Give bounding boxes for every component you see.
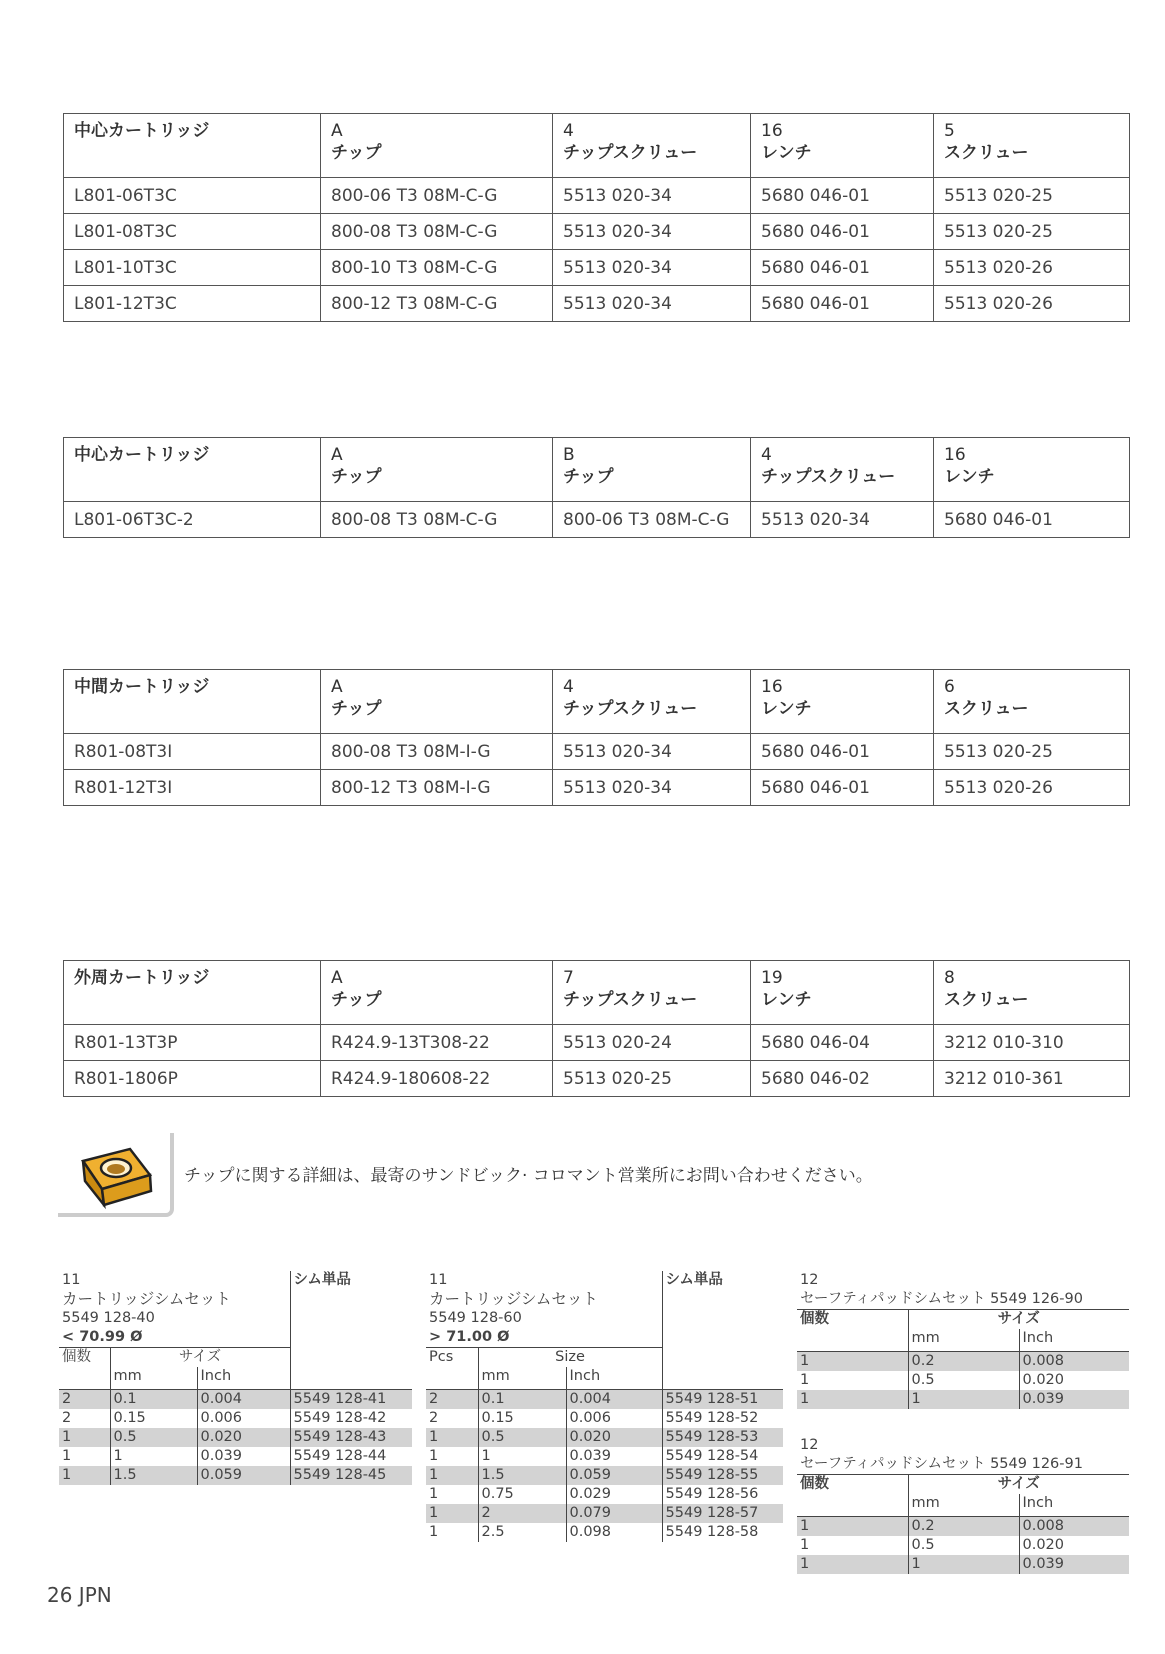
item-number: 5: [944, 121, 955, 141]
table-cell: R801-1806P: [64, 1061, 321, 1097]
set-code: 5549 128-60: [429, 1310, 522, 1326]
table-cell: 0.1: [478, 1390, 566, 1410]
table-cell: 0.006: [197, 1409, 290, 1428]
table-cell: 5549 128-57: [662, 1504, 783, 1523]
table-cell: 0.039: [1019, 1555, 1129, 1574]
table-row: [797, 1352, 1129, 1372]
set-title-cell: [797, 1290, 1129, 1310]
table-cell: 1: [426, 1504, 478, 1523]
table-cell: 5549 128-41: [290, 1390, 412, 1410]
table-cell: 5680 046-01: [751, 770, 934, 806]
table-cell: 0.2: [908, 1517, 1019, 1537]
table-cell: 0.059: [566, 1466, 662, 1485]
table-cell: 1: [426, 1466, 478, 1485]
table-cell: 5513 020-34: [553, 178, 751, 214]
qty-header: 個数: [797, 1310, 908, 1330]
table-cell: L801-12T3C: [64, 286, 321, 322]
table-row: [59, 1466, 412, 1485]
table-row: [59, 1428, 412, 1447]
table-cell: 0.5: [908, 1371, 1019, 1390]
column-label: チップ: [331, 990, 382, 1010]
column-header: [751, 114, 934, 178]
table-row: [64, 1061, 1130, 1097]
table-cell: 5513 020-24: [553, 1025, 751, 1061]
table-cell: 800-12 T3 08M-I-G: [321, 770, 553, 806]
table-cell: 5549 128-45: [290, 1466, 412, 1485]
table-cell: 0.5: [478, 1428, 566, 1447]
item-number: A: [331, 121, 343, 141]
table-cell: 5513 020-34: [751, 502, 934, 538]
table-cell: 800-08 T3 08M-C-G: [321, 214, 553, 250]
mm-header: mm: [908, 1329, 1019, 1352]
item-number: 4: [761, 445, 772, 465]
column-header: [934, 438, 1130, 502]
column-label: レンチ: [761, 699, 812, 719]
table-cell: 0.004: [197, 1390, 290, 1410]
inch-header: Inch: [566, 1367, 662, 1390]
page-number: 26 JPN: [47, 1583, 112, 1607]
table-row: [426, 1390, 783, 1410]
insert-chip-icon: [58, 1133, 174, 1217]
table-cell: 5549 128-44: [290, 1447, 412, 1466]
table-cell: 0.15: [110, 1409, 197, 1428]
table-row: [59, 1409, 412, 1428]
table-cell: 2: [59, 1390, 110, 1410]
table-cell: 5549 128-55: [662, 1466, 783, 1485]
set-num: 12: [800, 1437, 819, 1453]
table-cell: 5513 020-26: [934, 250, 1130, 286]
column-header: [321, 961, 553, 1025]
inch-header: Inch: [1019, 1494, 1129, 1517]
header-row: [64, 670, 1130, 734]
table-cell: 2: [426, 1390, 478, 1410]
set-title: カートリッジシムセット: [429, 1290, 598, 1308]
table-cell: 2: [62, 1410, 72, 1426]
table-cell: 0.020: [197, 1428, 290, 1447]
table-cell: 2: [478, 1504, 566, 1523]
table-cell: 5549 128-51: [662, 1390, 783, 1410]
table-cell: 800-10 T3 08M-C-G: [321, 250, 553, 286]
table-row: [64, 214, 1130, 250]
table-cell: R801-13T3P: [64, 1025, 321, 1061]
table-cell: 1: [908, 1390, 1019, 1409]
table-cell: 5513 020-25: [553, 1061, 751, 1097]
qty-header: 個数: [797, 1475, 908, 1495]
table-cell: 0.008: [1019, 1352, 1129, 1372]
table-cell: 1.5: [478, 1466, 566, 1485]
mm-header: mm: [478, 1367, 566, 1390]
column-header: [751, 961, 934, 1025]
set-dia: < 70.99 Ø: [62, 1329, 143, 1345]
column-header: [751, 438, 934, 502]
inch-header: Inch: [197, 1367, 290, 1390]
table-cell: R801-08T3I: [64, 734, 321, 770]
set-dia: > 71.00 Ø: [429, 1329, 510, 1345]
column-header: [751, 670, 934, 734]
table-cell: 5513 020-34: [553, 734, 751, 770]
table-cell: 5549 128-56: [662, 1485, 783, 1504]
table-row: [426, 1409, 783, 1428]
column-label: スクリュー: [944, 990, 1029, 1010]
insert-contact-note: チップに関する詳細は、最寄のサンドビック· コロマント営業所にお問い合わせください。: [184, 1166, 873, 1186]
column-header: [553, 114, 751, 178]
table-cell: 5680 046-02: [751, 1061, 934, 1097]
column-label: チップスクリュー: [761, 467, 896, 487]
table-row: [426, 1504, 783, 1523]
table-cell: 1: [797, 1555, 908, 1574]
table-cell: 5513 020-26: [934, 286, 1130, 322]
cartridge-table: [63, 113, 1130, 322]
size-header: サイズ: [110, 1348, 290, 1368]
table-cell: 1: [800, 1372, 810, 1388]
table-row: [64, 734, 1130, 770]
table-cell: 1: [110, 1447, 197, 1466]
table-cell: 5513 020-34: [553, 214, 751, 250]
column-header: [934, 670, 1130, 734]
table-cell: 5680 046-01: [751, 286, 934, 322]
set-title: カートリッジシムセット: [62, 1290, 231, 1308]
table-row: [59, 1447, 412, 1466]
header-row: [64, 438, 1130, 502]
mm-header: mm: [908, 1494, 1019, 1517]
table-cell: 0.2: [908, 1352, 1019, 1372]
item-number: A: [331, 445, 343, 465]
table-cell: 800-08 T3 08M-I-G: [321, 734, 553, 770]
column-header: [64, 670, 321, 734]
column-header: [553, 438, 751, 502]
table-cell: L801-08T3C: [64, 214, 321, 250]
table-row: [426, 1428, 783, 1447]
table-cell: 0.5: [908, 1536, 1019, 1555]
item-number: 7: [563, 968, 574, 988]
table-cell: 5680 046-01: [751, 734, 934, 770]
table-cell: 0.15: [478, 1409, 566, 1428]
column-header: [553, 961, 751, 1025]
column-label: 外周カートリッジ: [74, 968, 210, 988]
table-cell: 1: [429, 1486, 439, 1502]
table-cell: 5549 128-54: [662, 1447, 783, 1466]
set-num: 11: [429, 1272, 448, 1288]
table-cell: L801-06T3C-2: [64, 502, 321, 538]
table-cell: R801-12T3I: [64, 770, 321, 806]
column-label: 中心カートリッジ: [74, 445, 210, 465]
table-cell: 2.5: [478, 1523, 566, 1542]
table-cell: 2: [429, 1410, 439, 1426]
table-row: [426, 1466, 783, 1485]
table-cell: 1: [429, 1524, 439, 1540]
table-row: [64, 286, 1130, 322]
table-cell: 1: [429, 1448, 439, 1464]
qty-header: Pcs: [426, 1348, 478, 1368]
set-title: セーフティパッドシムセット: [800, 1456, 986, 1472]
single-shim-header: シム単品: [662, 1271, 783, 1390]
column-header: [321, 438, 553, 502]
table-cell: 1.5: [110, 1466, 197, 1485]
table-row: [426, 1485, 783, 1504]
table-cell: 0.029: [566, 1485, 662, 1504]
column-label: チップスクリュー: [563, 143, 698, 163]
table-cell: 5513 020-34: [553, 250, 751, 286]
mm-header: mm: [110, 1367, 197, 1390]
table-cell: 5513 020-34: [553, 286, 751, 322]
table-cell: 1: [62, 1448, 72, 1464]
table-cell: 5513 020-25: [934, 214, 1130, 250]
set-code: 5549 128-40: [62, 1310, 155, 1326]
table-row: [64, 502, 1130, 538]
size-header: サイズ: [908, 1310, 1129, 1330]
column-header: [321, 670, 553, 734]
table-cell: 5549 128-53: [662, 1428, 783, 1447]
column-label: 中間カートリッジ: [74, 677, 210, 697]
column-header: [553, 670, 751, 734]
table-cell: 0.020: [1019, 1536, 1129, 1555]
table-cell: 800-06 T3 08M-C-G: [321, 178, 553, 214]
table-cell: 3212 010-361: [934, 1061, 1130, 1097]
blank-cell: [797, 1494, 908, 1517]
table-cell: R424.9-13T308-22: [321, 1025, 553, 1061]
single-shim-header: シム単品: [290, 1271, 412, 1390]
item-number: 6: [944, 677, 955, 697]
column-label: スクリュー: [944, 143, 1029, 163]
table-cell: L801-06T3C: [64, 178, 321, 214]
table-cell: L801-10T3C: [64, 250, 321, 286]
shim-set-table: [426, 1271, 783, 1542]
table-row: [797, 1390, 1129, 1409]
size-header: サイズ: [908, 1475, 1129, 1495]
table-row: [426, 1447, 783, 1466]
table-row: [426, 1523, 783, 1542]
blank-cell: [426, 1367, 478, 1390]
column-header: [64, 438, 321, 502]
column-label: チップスクリュー: [563, 699, 698, 719]
table-row: [64, 1025, 1130, 1061]
cartridge-table: [63, 437, 1130, 538]
table-cell: 5680 046-04: [751, 1025, 934, 1061]
set-title-cell: [797, 1455, 1129, 1475]
item-number: B: [563, 445, 575, 465]
table-cell: 1: [59, 1466, 110, 1485]
set-num: 12: [800, 1272, 819, 1288]
item-number: 19: [761, 968, 783, 988]
table-cell: 0.020: [566, 1428, 662, 1447]
table-cell: 1: [478, 1447, 566, 1466]
table-row: [64, 250, 1130, 286]
item-number: 4: [563, 677, 574, 697]
table-row: [64, 178, 1130, 214]
table-row: [797, 1555, 1129, 1574]
table-cell: 1: [797, 1390, 908, 1409]
table-cell: 5549 128-58: [662, 1523, 783, 1542]
column-label: レンチ: [761, 990, 812, 1010]
column-label: レンチ: [944, 467, 995, 487]
table-cell: 0.5: [110, 1428, 197, 1447]
table-cell: 5680 046-01: [751, 178, 934, 214]
table-cell: 1: [800, 1537, 810, 1553]
table-cell: 0.039: [197, 1447, 290, 1466]
item-number: A: [331, 677, 343, 697]
item-number: 16: [761, 121, 783, 141]
table-cell: 5513 020-25: [934, 178, 1130, 214]
table-cell: 0.039: [566, 1447, 662, 1466]
header-row: [64, 961, 1130, 1025]
table-cell: 5513 020-25: [934, 734, 1130, 770]
table-cell: 5513 020-34: [553, 770, 751, 806]
item-number: A: [331, 968, 343, 988]
table-cell: 0.008: [1019, 1517, 1129, 1537]
table-cell: 1: [797, 1517, 908, 1537]
table-cell: 1: [908, 1555, 1019, 1574]
table-cell: 800-08 T3 08M-C-G: [321, 502, 553, 538]
table-cell: 800-12 T3 08M-C-G: [321, 286, 553, 322]
item-number: 4: [563, 121, 574, 141]
qty-header: 個数: [59, 1348, 110, 1368]
table-cell: 5680 046-01: [751, 214, 934, 250]
size-header: Size: [478, 1348, 662, 1368]
blank-cell: [797, 1329, 908, 1352]
table-cell: 1: [59, 1428, 110, 1447]
set-num: 11: [62, 1272, 81, 1288]
table-cell: 5680 046-01: [934, 502, 1130, 538]
column-label: チップ: [331, 699, 382, 719]
column-header: [934, 961, 1130, 1025]
safety-pad-table: [797, 1271, 1129, 1409]
table-cell: 0.098: [566, 1523, 662, 1542]
table-cell: 5549 128-42: [290, 1409, 412, 1428]
table-cell: 3212 010-310: [934, 1025, 1130, 1061]
column-header: [64, 961, 321, 1025]
set-title: セーフティパッドシムセット: [800, 1291, 986, 1307]
header-row: [64, 114, 1130, 178]
cartridge-table: [63, 669, 1130, 806]
table-cell: 0.006: [566, 1409, 662, 1428]
item-number: 8: [944, 968, 955, 988]
table-cell: 0.079: [566, 1504, 662, 1523]
table-cell: 1: [797, 1352, 908, 1372]
table-row: [59, 1390, 412, 1410]
column-label: チップスクリュー: [563, 990, 698, 1010]
column-header: [934, 114, 1130, 178]
blank-cell: [59, 1367, 110, 1390]
table-cell: R424.9-180608-22: [321, 1061, 553, 1097]
table-cell: 5549 128-52: [662, 1409, 783, 1428]
column-label: レンチ: [761, 143, 812, 163]
safety-pad-table: [797, 1436, 1129, 1574]
table-row: [797, 1371, 1129, 1390]
table-cell: 0.75: [478, 1485, 566, 1504]
inch-header: Inch: [1019, 1329, 1129, 1352]
column-label: スクリュー: [944, 699, 1029, 719]
table-row: [797, 1536, 1129, 1555]
column-header: [64, 114, 321, 178]
column-label: チップ: [563, 467, 614, 487]
table-cell: 0.020: [1019, 1371, 1129, 1390]
table-row: [797, 1517, 1129, 1537]
column-label: 中心カートリッジ: [74, 121, 210, 141]
column-label: チップ: [331, 143, 382, 163]
item-number: 16: [761, 677, 783, 697]
table-cell: 1: [426, 1428, 478, 1447]
table-cell: 5680 046-01: [751, 250, 934, 286]
table-cell: 0.039: [1019, 1390, 1129, 1409]
table-cell: 5549 128-43: [290, 1428, 412, 1447]
cartridge-table: [63, 960, 1130, 1097]
table-cell: 0.059: [197, 1466, 290, 1485]
table-cell: 800-06 T3 08M-C-G: [553, 502, 751, 538]
set-code: 5549 126-90: [990, 1291, 1083, 1307]
column-header: [321, 114, 553, 178]
column-label: チップ: [331, 467, 382, 487]
table-cell: 0.1: [110, 1390, 197, 1410]
table-cell: 0.004: [566, 1390, 662, 1410]
table-cell: 5513 020-26: [934, 770, 1130, 806]
table-row: [64, 770, 1130, 806]
item-number: 16: [944, 445, 966, 465]
shim-set-table: [59, 1271, 412, 1485]
set-code: 5549 126-91: [990, 1456, 1083, 1472]
